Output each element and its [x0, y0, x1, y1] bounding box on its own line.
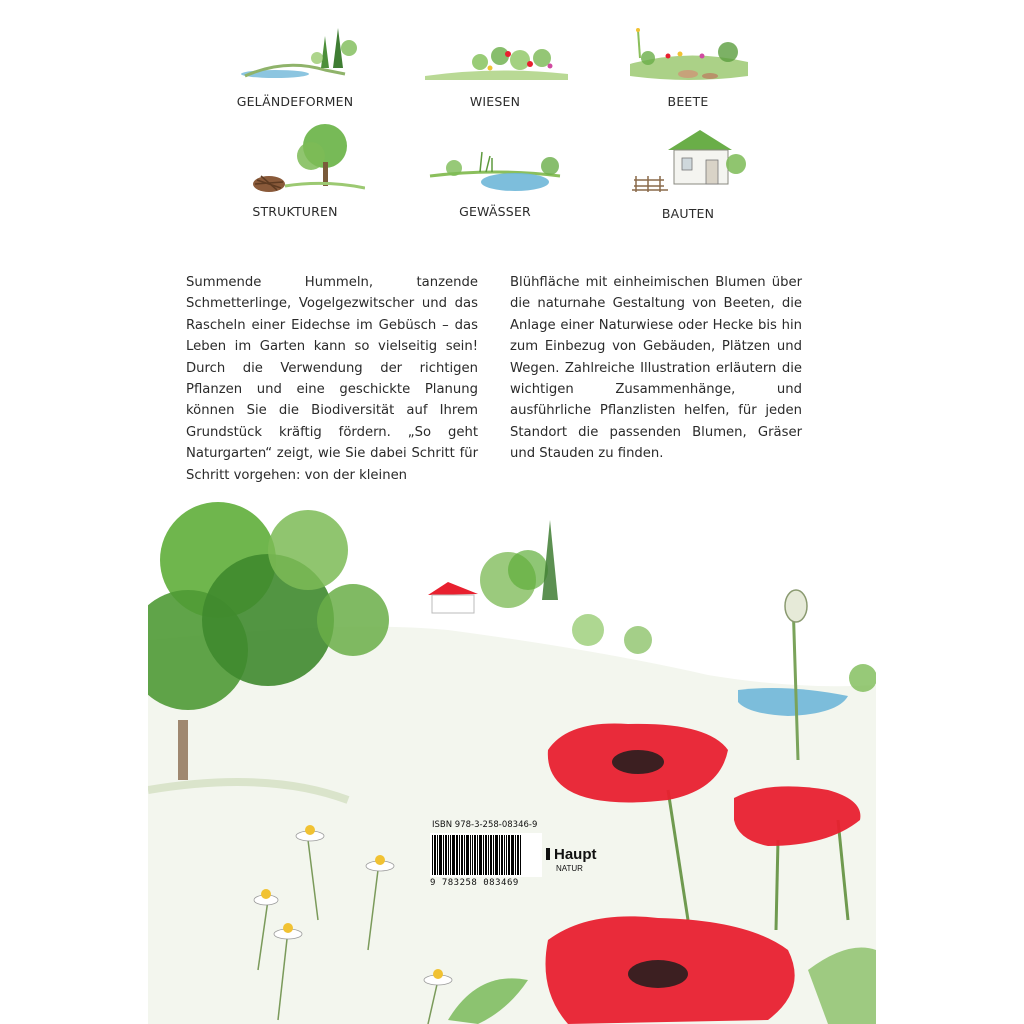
haupt-logo-icon [546, 848, 550, 860]
isbn-block [430, 820, 660, 888]
barcode [430, 833, 542, 877]
back-cover [148, 0, 876, 1024]
category-gelaendeformen [220, 18, 370, 109]
publisher-logo [546, 846, 597, 873]
category-label: BAUTEN [661, 206, 715, 221]
terrain-icon [225, 18, 365, 88]
category-label: STRUKTUREN [252, 204, 338, 219]
category-wiesen [420, 18, 570, 109]
isbn-label: ISBN 978-3-258-08346-9 [432, 820, 538, 830]
blurb-column-left: Summende Hummeln, tanzende Schmetterlinge, Vogelgezwitscher und das Rascheln einer Eidechse im Gebüsch – das Leben im Garten kann so vielseitig sein! Durch die Verwendung der richtigen Pflanzen und eine geschickte Planung können Sie die Biodiversität auf Ihrem Grundstück kräftig fördern. „So geht Naturgarten“ zeigt, wie Sie dabei Schritt für Schritt vorgehen: von der kleinen [186, 275, 478, 483]
category-strukturen [220, 118, 370, 219]
publisher-imprint: NATUR [556, 864, 583, 873]
category-bauten [613, 120, 763, 221]
category-beete [613, 18, 763, 109]
ean-number: 9 783258 083469 [430, 878, 519, 888]
category-label: BEETE [667, 94, 709, 109]
category-label: GELÄNDEFORMEN [236, 94, 354, 109]
flowerbed-icon [618, 18, 758, 88]
tree-structure-icon [225, 118, 365, 198]
category-label: WIESEN [469, 94, 521, 109]
category-label: GEWÄSSER [459, 204, 531, 219]
category-gewaesser [420, 138, 570, 219]
blurb-column-right: Blühfläche mit einheimischen Blumen über die naturnahe Gestaltung von Beeten, die Anlage einer Naturwiese oder Hecke bis hin zum Einbezug von Gebäuden, Plätzen und Wegen. Zahlreiche Illustration erläutern die wichtigen Zusammenhänge, und ausführliche Pflanzlisten helfen, für jeden Standort die passenden Blumen, Gräser und Stauden zu finden. [510, 275, 802, 462]
pond-icon [420, 138, 570, 198]
garden-illustration [148, 500, 876, 1024]
publisher-name: Haupt [554, 846, 597, 863]
garden-house-icon [618, 120, 758, 200]
meadow-icon [420, 18, 570, 88]
